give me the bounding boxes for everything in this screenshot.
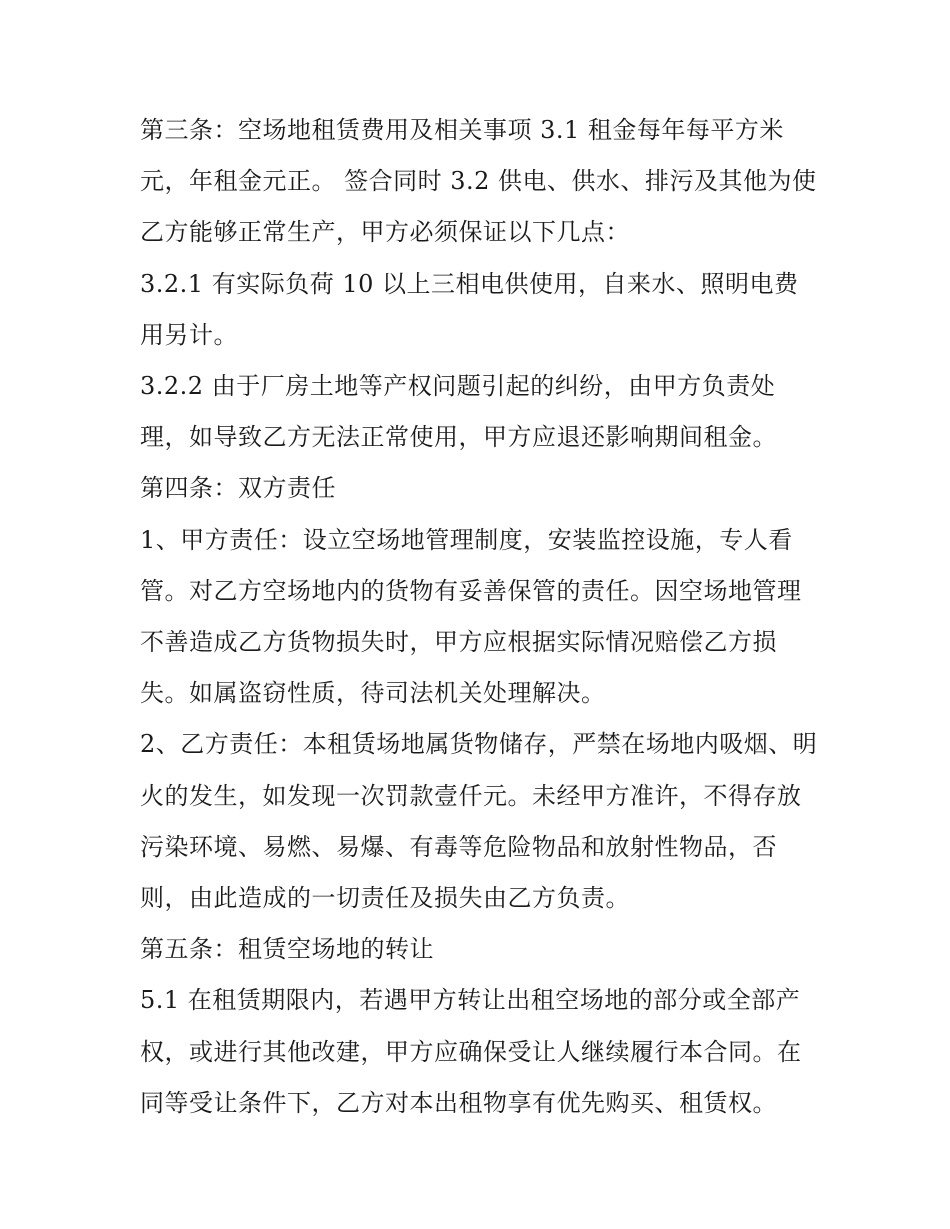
clause-3-2-2-property-disputes: 3.2.2 由于厂房土地等产权问题引起的纠纷，由甲方负责处理，如导致乙方无法正常使用，甲方应退还影响期间租金。 (140, 372, 777, 452)
clause-5-1-transfer: 5.1 在租赁期限内，若遇甲方转让出租空场地的部分或全部产权，或进行其他改建，甲方应确保受让人继续履行本合同。在同等受让条件下，乙方对本出租物享有优先购买、租赁权。 (140, 986, 802, 1117)
clause-5-heading: 第五条：租赁空场地的转让 (140, 935, 434, 964)
clause-3-2-1-electricity: 3.2.1 有实际负荷 10 以上三相电供使用，自来水、照明电费用另计。 (140, 269, 799, 349)
clause-3-rent-and-terms: 第三条：空场地租赁费用及相关事项 3.1 租金每年每平方米元，年租金元正。 签合同时 3.2 供电、供水、排污及其他为使乙方能够正常生产，甲方必须保证以下几点： (140, 116, 817, 247)
clause-4-heading: 第四条：双方责任 (140, 474, 336, 503)
document-body (140, 105, 820, 1129)
clause-4-1-party-a-duties: 1、甲方责任：设立空场地管理制度，安装监控设施，专人看管。对乙方空场地内的货物有妥善保管的责任。因空场地管理不善造成乙方货物损失时，甲方应根据实际情况赔偿乙方损失。如属盗窃性质，待司法机关处理解决。 (140, 525, 802, 708)
clause-4-2-party-b-duties: 2、乙方责任：本租赁场地属货物储存，严禁在场地内吸烟、明火的发生，如发现一次罚款壹仟元。未经甲方准许，不得存放污染环境、易燃、易爆、有毒等危险物品和放射性物品，否则，由此造成的一切责任及损失由乙方负责。 (140, 730, 818, 913)
